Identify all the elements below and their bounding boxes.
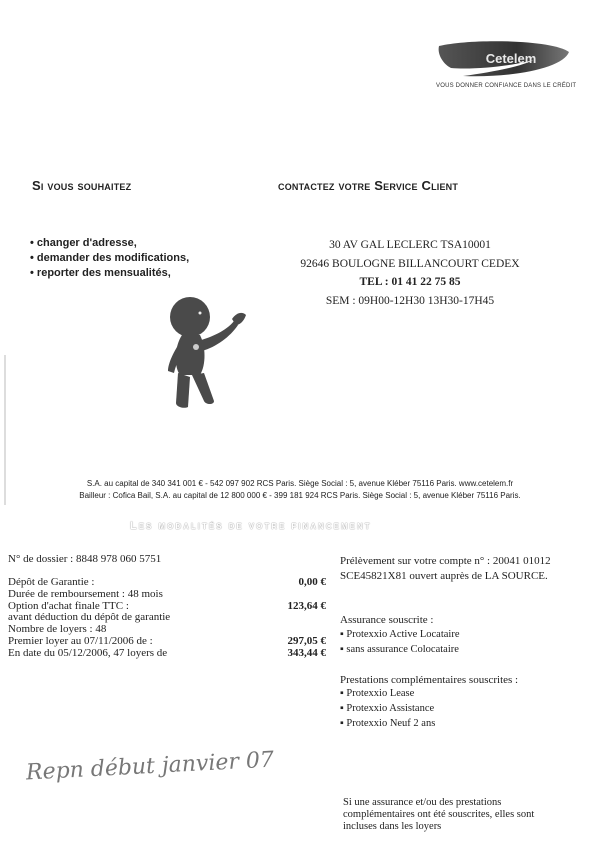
list-item: • demander des modifications, xyxy=(30,252,190,264)
services-title: Prestations complémentaires souscrites : xyxy=(340,674,519,686)
request-list xyxy=(30,236,189,281)
mascot-illustration xyxy=(160,295,255,415)
list-item: • changer d'adresse, xyxy=(30,237,137,249)
detail-row: avant déduction du dépôt de garantie xyxy=(8,611,171,624)
handwritten-note xyxy=(20,738,320,793)
logo-brand: Cetelem xyxy=(485,51,537,66)
detail-row: Durée de remboursement : 48 mois xyxy=(8,587,163,600)
legal-line: Bailleur : Cofica Bail, S.A. au capital de 12 800 000 € - 399 181 924 RCS Paris. Siège Social : 5, avenue Kléber 75116 Paris. xyxy=(79,491,521,500)
list-item: ▪ Protexxio Assistance xyxy=(340,703,435,714)
list-item: ▪ Protexxio Active Locataire xyxy=(340,629,460,640)
direct-debit-info: Prélèvement sur votre compte n° : 20041 01012 SCE45821X81 ouvert auprès de LA SOURCE. xyxy=(340,555,551,582)
legal-line: S.A. au capital de 340 341 001 € - 542 097 902 RCS Paris. Siège Social : 5, avenue Kléber 75116 Paris. www.cetelem.fr xyxy=(86,479,514,488)
list-item: ▪ Protexxio Lease xyxy=(340,688,415,699)
detail-row: Option d'achat finale TTC : 123,64 € xyxy=(8,599,326,612)
detail-row: En date du 05/12/2006, 47 loyers de 343,44 € xyxy=(8,646,326,659)
insurance-title: Assurance souscrite : xyxy=(340,614,434,626)
contact-address-line2: 92646 BOULOGNE BILLANCOURT CEDEX xyxy=(300,257,520,270)
contact-hours: SEM : 09H00-12H30 13H30-17H45 xyxy=(325,294,495,307)
legal-notice xyxy=(30,478,570,502)
contact-block xyxy=(280,236,540,310)
contact-phone: TEL : 01 41 22 75 85 xyxy=(359,276,461,288)
contact-address-line1: 30 AV GAL LECLERC TSA10001 xyxy=(329,239,491,251)
list-item: ▪ Protexxio Neuf 2 ans xyxy=(340,718,436,729)
detail-row: Dépôt de Garantie : 0,00 € xyxy=(8,576,326,588)
detail-row: Premier loyer au 07/11/2006 de : 297,05 € xyxy=(8,634,326,647)
heading-if-you-wish: Si vous souhaitez xyxy=(32,178,132,193)
dossier-number: N° de dossier : 8848 978 060 5751 xyxy=(8,553,162,565)
cetelem-logo xyxy=(433,38,573,98)
financing-details xyxy=(8,577,326,660)
heading-contact-service: contactez votre Service Client xyxy=(278,178,459,193)
services-list xyxy=(340,686,435,731)
list-item: • reporter des mensualités, xyxy=(30,267,171,279)
detail-row: Nombre de loyers : 48 xyxy=(8,623,107,636)
svg-text:Repn début janvier 07: Repn début janvier 07 xyxy=(25,747,275,786)
section-title: Les modalités de votre financement xyxy=(130,520,372,532)
footnote: Si une assurance et/ou des prestations complémentaires ont été souscrites, elles sont incluses dans les loyers xyxy=(343,797,535,832)
logo-tagline: VOUS DONNER CONFIANCE DANS LE CRÉDIT xyxy=(436,83,577,89)
insurance-list xyxy=(340,627,460,657)
side-reference-mark xyxy=(0,355,12,505)
list-item: ▪ sans assurance Colocataire xyxy=(340,644,459,655)
